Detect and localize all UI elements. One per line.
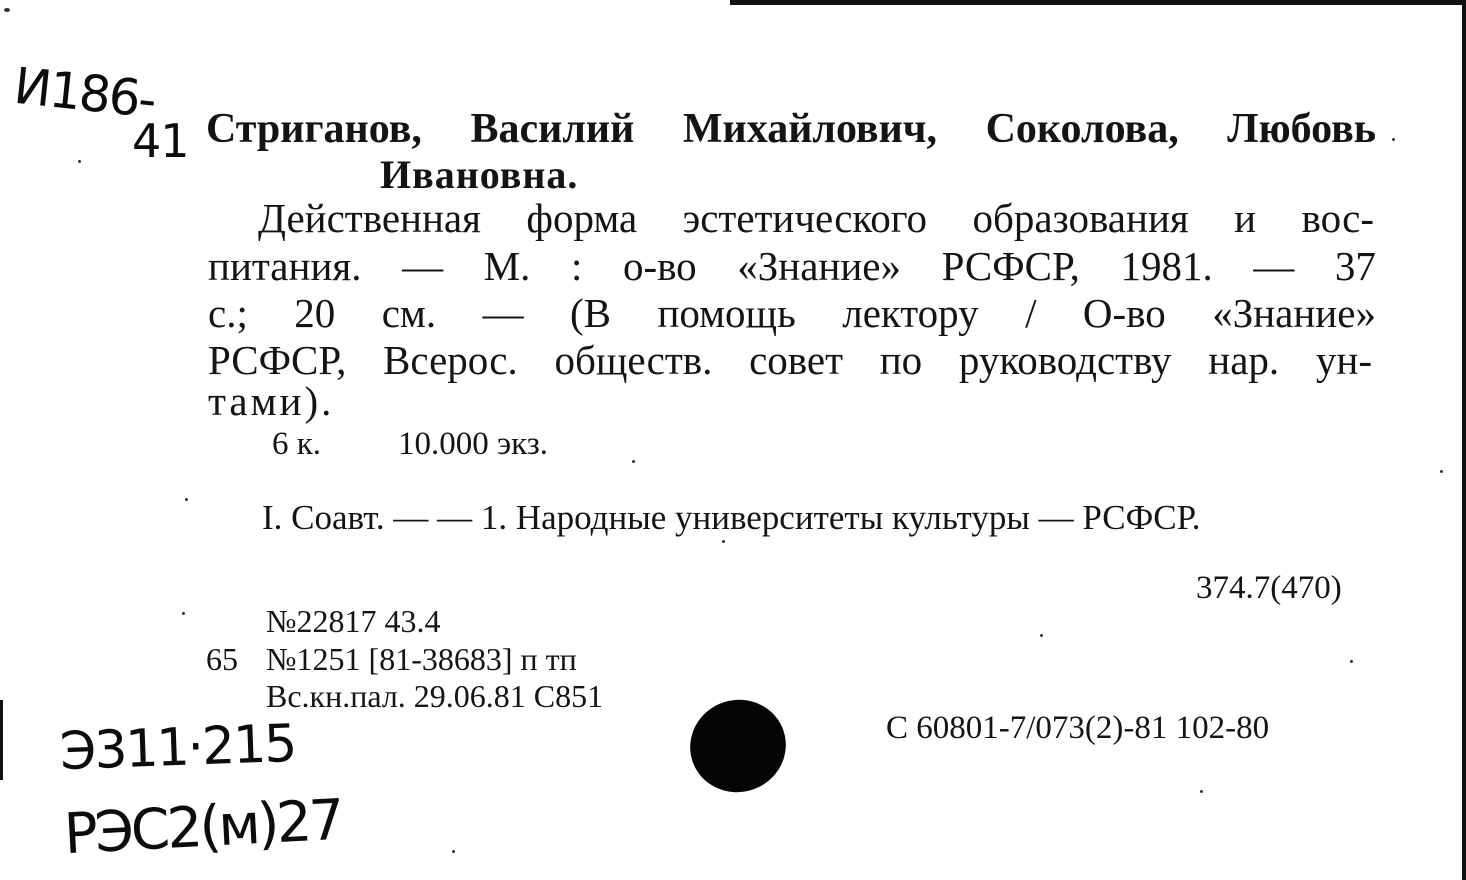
price: 6 к.	[272, 426, 322, 462]
imprint-word: 1981.	[1120, 243, 1213, 289]
collation-word: с.;	[208, 290, 248, 336]
title-word: эстетического	[682, 195, 928, 241]
imprint-word: РСФСР,	[941, 243, 1080, 289]
author-word: Василий	[470, 106, 635, 152]
author-word: Михайлович,	[682, 106, 937, 152]
scan-speck	[1392, 138, 1395, 141]
collation-word: «Знание»	[1212, 290, 1376, 336]
card-edge-right	[1462, 0, 1466, 880]
series-word: по	[879, 337, 923, 383]
series-word: Всерос.	[383, 337, 518, 383]
series-word: обществ.	[554, 337, 713, 383]
series-line-end: тами).	[208, 378, 335, 424]
print-run: 10.000 экз.	[398, 426, 549, 462]
author-word: Любовь	[1227, 106, 1376, 152]
classification-number: 374.7(470)	[1196, 570, 1342, 606]
series-word: ун-	[1315, 337, 1372, 383]
imprint-word: о-во	[622, 243, 697, 289]
handwritten-code-top: И186-	[11, 56, 158, 130]
series-line	[208, 337, 1372, 383]
imprint-word: питания.	[208, 243, 362, 289]
handwritten-code-top-number: 41	[132, 114, 189, 168]
author-word: Стриганов,	[206, 106, 422, 152]
scan-speck	[185, 498, 188, 501]
scan-speck	[722, 540, 725, 543]
collation-word: О-во	[1082, 290, 1166, 336]
author-word: Соколова,	[985, 106, 1179, 152]
registry-line-3: Вс.кн.пал. 29.06.81 С851	[266, 678, 604, 714]
title-line	[258, 195, 1374, 241]
authors-line-continued: Ивановна.	[380, 152, 579, 197]
card-edge-top	[730, 0, 1466, 5]
collation-word: /	[1025, 290, 1037, 336]
imprint-word: —	[402, 243, 444, 289]
registry-line-2: №1251 [81-38683] п тп	[266, 641, 577, 677]
series-word: РСФСР,	[208, 337, 347, 383]
title-word: Действенная	[258, 195, 481, 241]
registry-line-2-prefix: 65	[206, 641, 238, 677]
authors-line	[206, 108, 1376, 150]
collation-word: помощь	[657, 290, 796, 336]
scan-speck	[182, 612, 185, 615]
title-word: вос-	[1301, 195, 1374, 241]
card-edge-left	[0, 700, 3, 780]
collation-word: —	[482, 290, 524, 336]
title-word: форма	[526, 195, 638, 241]
imprint-word: :	[570, 243, 583, 289]
imprint-line	[208, 243, 1376, 289]
punch-hole	[678, 687, 798, 804]
collation-word: (В	[570, 290, 611, 336]
scan-speck	[1040, 634, 1043, 637]
scan-speck	[1200, 790, 1203, 793]
imprint-word: М.	[483, 243, 531, 289]
imprint-word: «Знание»	[737, 243, 902, 289]
scan-speck	[452, 850, 455, 853]
series-word: руководству	[958, 337, 1172, 383]
scan-speck	[632, 460, 635, 463]
series-word: совет	[749, 337, 844, 383]
handwritten-code-bottom: Э311·215	[59, 713, 297, 783]
collation-word: лектору	[842, 290, 979, 336]
collation-word: 20	[294, 290, 336, 336]
scan-speck	[1350, 660, 1353, 663]
title-word: образования	[972, 195, 1189, 241]
publisher-index: С 60801-7/073(2)-81 102-80	[886, 710, 1270, 746]
series-word: нар.	[1208, 337, 1280, 383]
imprint-word: —	[1253, 243, 1295, 289]
scan-speck	[4, 8, 10, 12]
scan-speck	[1440, 470, 1443, 473]
tracing-line: I. Соавт. — — 1. Народные университеты культуры — РСФСР.	[262, 498, 1201, 537]
imprint-word: 37	[1334, 243, 1376, 289]
handwritten-code-bottom-2: РЭС2(м)27	[62, 787, 344, 868]
registry-line-1: №22817 43.4	[266, 603, 441, 639]
title-word: и	[1234, 195, 1257, 241]
collation-series-line	[208, 290, 1376, 336]
scan-speck	[78, 160, 81, 163]
collation-word: см.	[381, 290, 437, 336]
